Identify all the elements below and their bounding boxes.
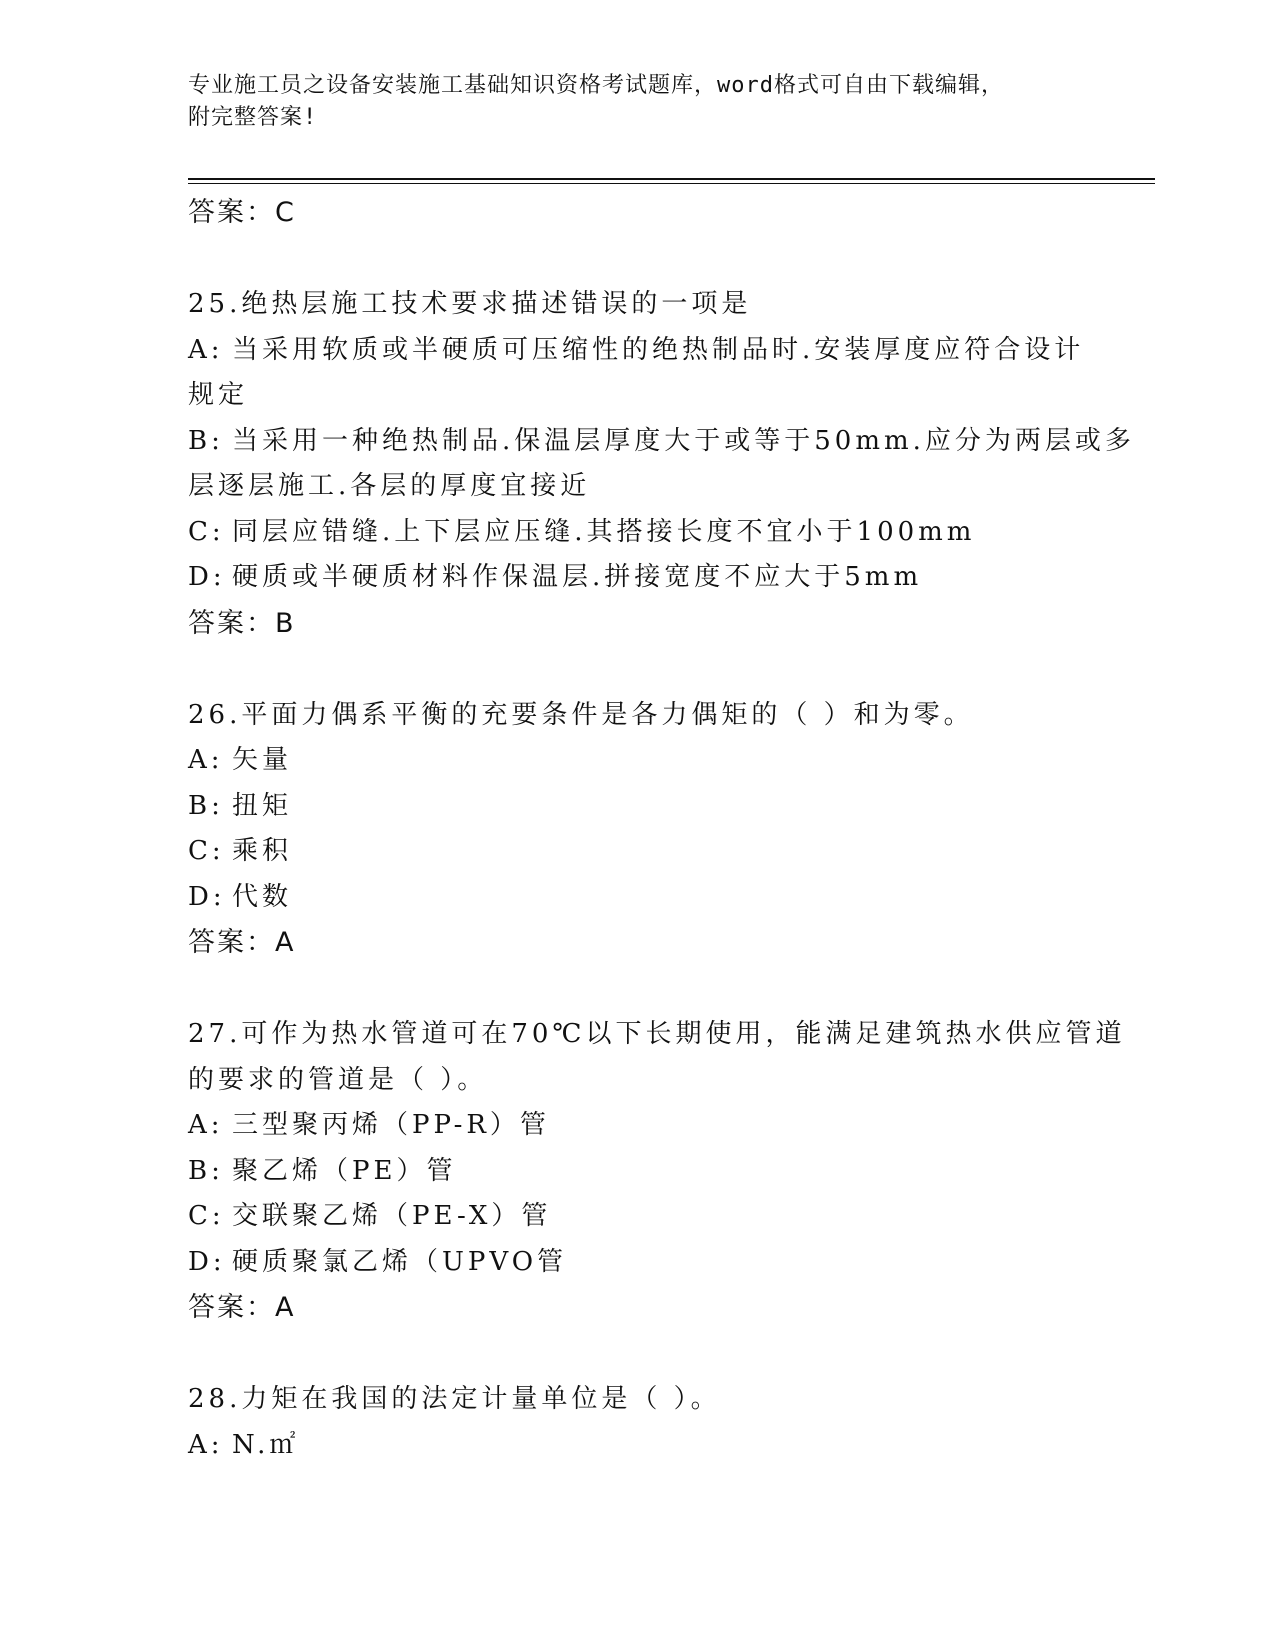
option-text: 聚乙烯（PE）管 bbox=[232, 1155, 457, 1186]
answer-line: 答案：A bbox=[188, 927, 296, 958]
option-letter: D: bbox=[188, 562, 226, 592]
option-a bbox=[188, 738, 1088, 784]
option-text: N.㎡ bbox=[232, 1429, 300, 1460]
option-a bbox=[188, 1423, 1088, 1469]
option-text: 三型聚丙烯（PP-R）管 bbox=[232, 1110, 550, 1140]
option-letter: C: bbox=[188, 1201, 225, 1231]
option-a bbox=[188, 328, 1088, 374]
option-d bbox=[188, 875, 1088, 921]
option-text: 矢量 bbox=[232, 745, 293, 775]
answer-line: 答案：A bbox=[188, 1292, 296, 1323]
option-b-continued: 层逐层施工.各层的厚度宜接近 bbox=[188, 471, 591, 501]
answer-line: 答案：C bbox=[188, 197, 296, 228]
option-a bbox=[188, 1103, 1088, 1149]
option-text: 交联聚乙烯（PE-X）管 bbox=[232, 1201, 552, 1231]
answer-line: 答案：B bbox=[188, 607, 296, 639]
question-stem: 26.平面力偶系平衡的充要条件是各力偶矩的（ ）和为零。 bbox=[188, 699, 974, 730]
question-25 bbox=[188, 282, 1135, 647]
option-b bbox=[188, 1149, 1088, 1195]
option-text: 硬质或半硬质材料作保温层.拼接宽度不应大于5mm bbox=[232, 562, 923, 592]
option-d bbox=[188, 555, 1088, 601]
option-text: 当采用一种绝热制品.保温层厚度大于或等于50mm.应分为两层或多 bbox=[232, 425, 1135, 456]
page-header bbox=[188, 70, 1088, 134]
question-stem: 27.可作为热水管道可在70℃以下长期使用，能满足建筑热水供应管道 bbox=[188, 1019, 1126, 1049]
option-letter: C: bbox=[188, 516, 225, 547]
option-text: 硬质聚氯乙烯（UPVO管 bbox=[232, 1246, 568, 1277]
option-letter: A: bbox=[188, 1110, 224, 1140]
option-text: 代数 bbox=[232, 881, 293, 912]
option-letter: A: bbox=[188, 1429, 224, 1460]
question-28 bbox=[188, 1377, 1088, 1468]
option-c bbox=[188, 829, 1088, 875]
option-b bbox=[188, 419, 1135, 465]
option-letter: B: bbox=[188, 790, 224, 821]
option-text: 扭矩 bbox=[232, 790, 293, 821]
option-text: 同层应错缝.上下层应压缝.其搭接长度不宜小于100mm bbox=[232, 516, 976, 547]
question-27 bbox=[188, 1012, 1126, 1331]
question-stem: 28.力矩在我国的法定计量单位是（ ）。 bbox=[188, 1384, 721, 1414]
option-text: 乘积 bbox=[232, 836, 293, 866]
option-letter: A: bbox=[188, 745, 224, 775]
question-stem-continued: 的要求的管道是（ ）。 bbox=[188, 1064, 488, 1095]
option-letter: D: bbox=[188, 881, 226, 912]
option-d bbox=[188, 1240, 1088, 1286]
option-c bbox=[188, 510, 1088, 556]
option-letter: C: bbox=[188, 836, 225, 866]
header-divider-thin bbox=[188, 183, 1155, 184]
option-letter: D: bbox=[188, 1246, 226, 1277]
option-a-continued: 规定 bbox=[188, 380, 249, 410]
header-line-1: 专业施工员之设备安装施工基础知识资格考试题库，word格式可自由下载编辑， bbox=[188, 73, 1004, 98]
option-c bbox=[188, 1194, 1088, 1240]
option-letter: B: bbox=[188, 425, 224, 456]
option-letter: A: bbox=[188, 334, 224, 365]
option-b bbox=[188, 784, 1088, 830]
question-26 bbox=[188, 693, 1088, 967]
header-line-2: 附完整答案! bbox=[188, 105, 318, 130]
option-text: 当采用软质或半硬质可压缩性的绝热制品时.安装厚度应符合设计 bbox=[232, 334, 1085, 365]
question-list bbox=[188, 190, 1135, 1468]
question-stem: 25.绝热层施工技术要求描述错误的一项是 bbox=[188, 289, 752, 319]
option-letter: B: bbox=[188, 1155, 224, 1186]
header-divider bbox=[188, 178, 1155, 180]
